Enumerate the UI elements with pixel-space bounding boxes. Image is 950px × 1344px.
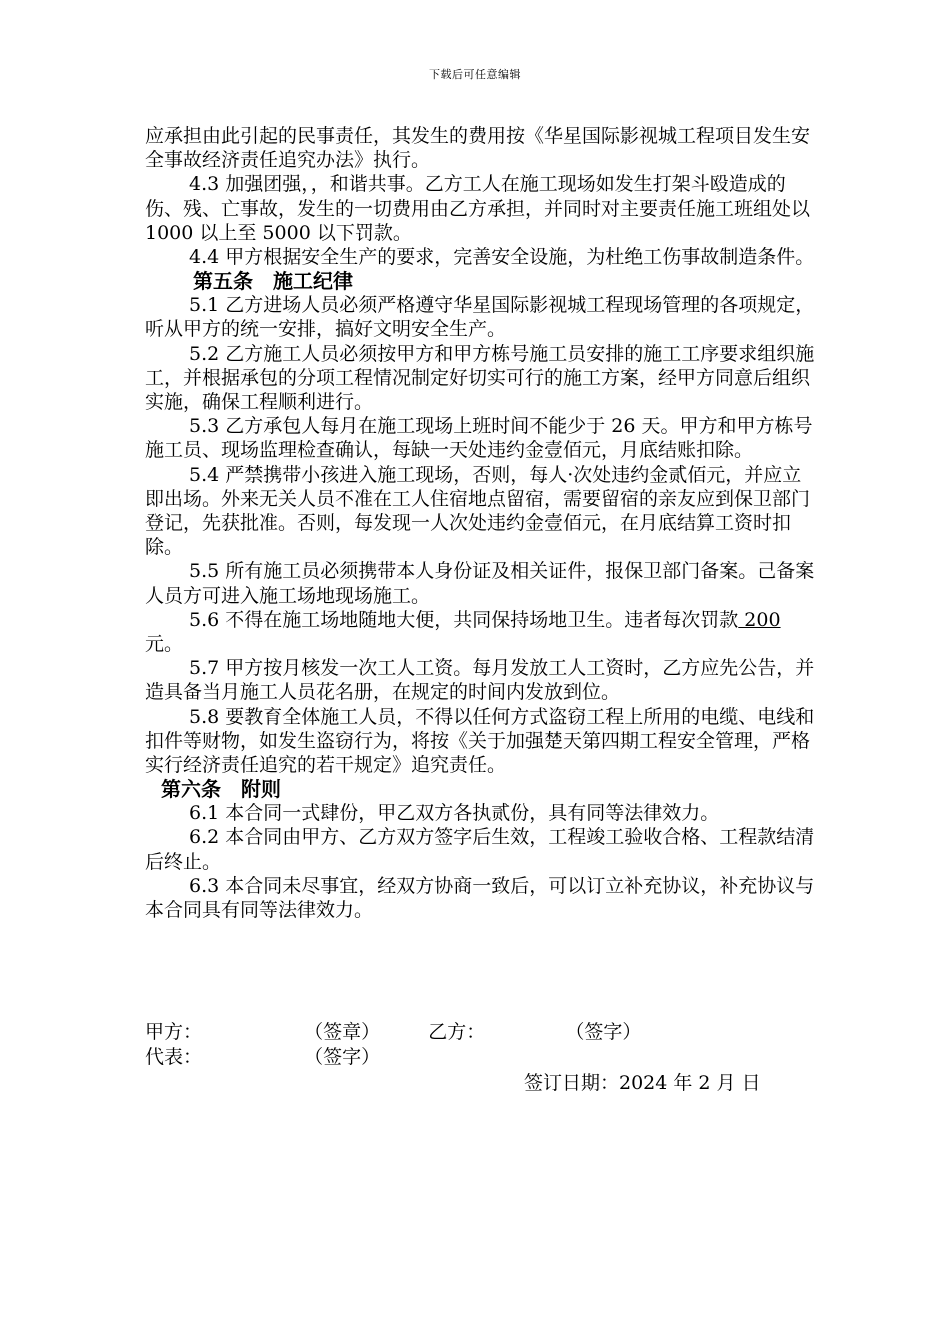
- party-a-label: 甲方：: [145, 1021, 203, 1043]
- clause-5-6-unit: 元。: [145, 633, 184, 656]
- representative-label: 代表：: [145, 1046, 203, 1068]
- paragraph-liability: 应承担由此引起的民事责任，其发生的费用按《华星国际影视城工程项目发生安全事故经济责任追究办法》执行。: [145, 125, 811, 172]
- clause-5-7: 5.7 甲方按月核发一次工人工资。每月发放工人工资时，乙方应先公告，并造具备当月施工人员花名册，在规定的时间内发放到位。: [145, 657, 815, 704]
- article-5-heading: 第五条 施工纪律: [193, 269, 353, 294]
- clause-5-5: 5.5 所有施工员必须携带本人身份证及相关证件，报保卫部门备案。己备案人员方可进入施工场地现场施工。: [145, 560, 815, 607]
- clause-5-2: 5.2 乙方施工人员必须按甲方和甲方栋号施工员安排的施工工序要求组织施工，并根据承包的分项工程情况制定好切实可行的施工方案，经甲方同意后组织实施，确保工程顺利进行。: [145, 342, 815, 414]
- clause-5-6-text: 5.6 不得在施工场地随地大便，共同保持场地卫生。违者每次罚款: [189, 608, 739, 631]
- party-a-seal: （签章）: [304, 1021, 381, 1043]
- clause-4-3: 4.3 加强团强，，和谐共事。乙方工人在施工现场如发生打架斗殴造成的伤、残、亡事故，发生的一切费用由乙方承担，并同时对主要责任施工班组处以 1000 以上至 5000 以下罚款。: [145, 173, 811, 244]
- clause-5-8: 5.8 要教育全体施工人员，不得以任何方式盗窃工程上所用的电缆、电线和扣件等财物，如发生盗窃行为，将按《关于加强楚天第四期工程安全管理，严格实行经济责任追究的若干规定》追究责任。: [145, 705, 815, 777]
- clause-6-1: 6.1 本合同一式肆份，甲乙双方各执贰份，具有同等法律效力。: [189, 802, 720, 825]
- clause-6-2: 6.2 本合同由甲方、乙方双方签字后生效，工程竣工验收合格、工程款结清后终止。: [145, 826, 815, 873]
- signature-line-2: [145, 1045, 380, 1069]
- representative-sign: （签字）: [304, 1046, 381, 1068]
- fine-amount: 200: [738, 608, 781, 631]
- party-b-sign: （签字）: [565, 1021, 642, 1043]
- document-body: [145, 124, 815, 922]
- clause-5-4: 5.4 严禁携带小孩进入施工现场，否则，每人·次处违约金贰佰元，并应立即出场。外来无关人员不准在工人住宿地点留宿，需要留宿的亲友应到保卫部门登记，先获批准。否则，每发现一人次处违约金壹佰元，在月底结算工资时扣除。: [145, 463, 811, 559]
- article-6-heading: 第六条 附则: [161, 777, 281, 802]
- clause-4-4: 4.4 甲方根据安全生产的要求，完善安全设施，为杜绝工伤事故制造条件。: [189, 246, 815, 269]
- clause-5-3: 5.3 乙方承包人每月在施工现场上班时间不能少于 26 天。甲方和甲方栋号施工员、现场监理检查确认，每缺一天处违约金壹佰元，月底结账扣除。: [145, 415, 813, 462]
- header-note: 下载后可任意编辑: [429, 68, 521, 81]
- signature-line-1: [145, 1020, 641, 1044]
- clause-5-6: [145, 608, 815, 656]
- clause-6-3: 6.3 本合同未尽事宜，经双方协商一致后，可以订立补充协议，补充协议与本合同具有同等法律效力。: [145, 874, 815, 922]
- clause-5-1: 5.1 乙方进场人员必须严格遵守华星国际影视城工程现场管理的各项规定，听从甲方的统一安排，搞好文明安全生产。: [145, 294, 815, 341]
- party-b-label: 乙方：: [428, 1021, 486, 1043]
- signing-date: 签订日期：2024 年 2 月 日: [524, 1072, 761, 1094]
